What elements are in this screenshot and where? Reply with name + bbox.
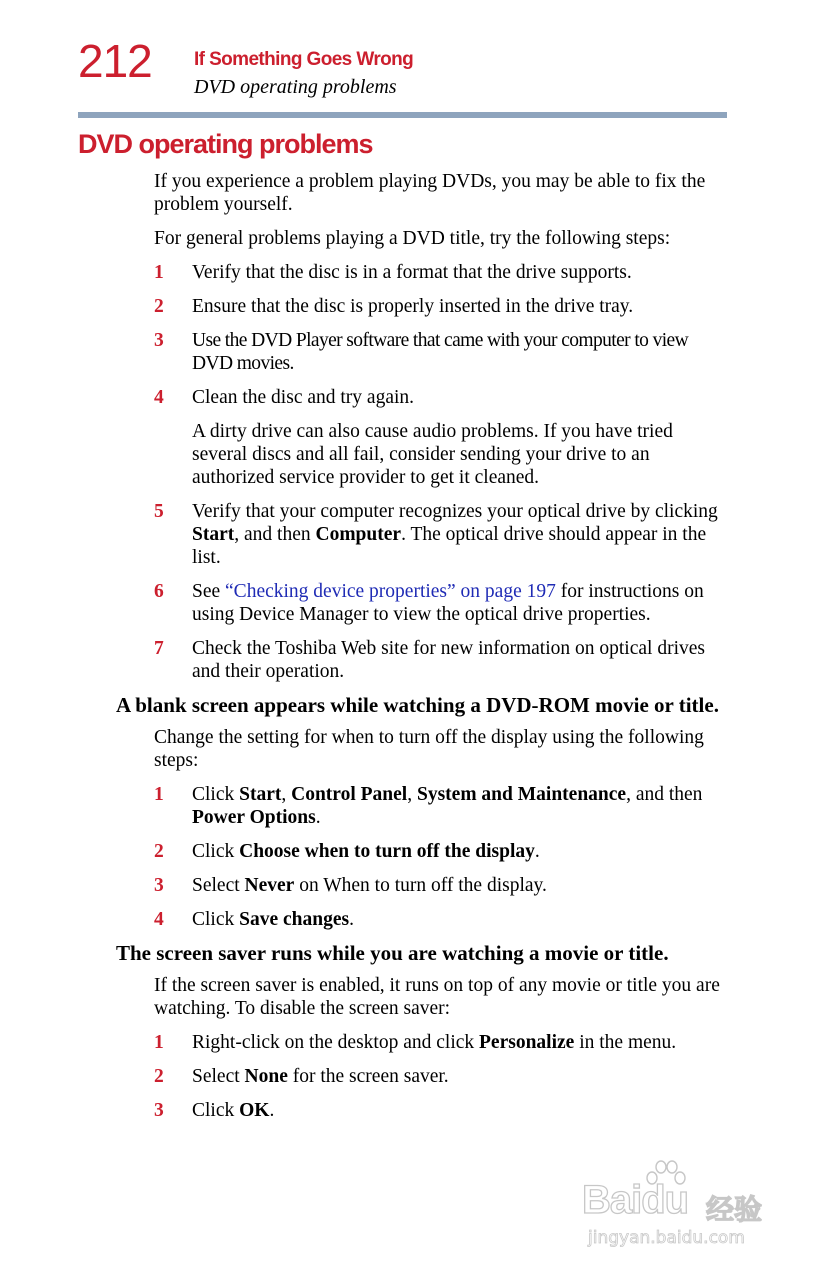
- step-number: 4: [154, 387, 164, 408]
- running-header-subsection: DVD operating problems: [194, 76, 397, 98]
- step-text: Ensure that the disc is properly inserted in the drive tray.: [192, 296, 634, 317]
- cross-reference-link[interactable]: “Checking device properties” on page 197: [225, 581, 556, 602]
- step-text: Use the DVD Player software that came with your computer to view DVD movies.: [192, 330, 689, 374]
- list-item: [154, 580, 727, 626]
- page-title: DVD operating problems: [78, 129, 373, 159]
- list-item: [154, 783, 727, 829]
- section-intro: Change the setting for when to turn off the display using the following steps:: [154, 727, 704, 771]
- step-text: Right-click on the desktop and click Personalize in the menu.: [192, 1032, 677, 1053]
- step-number: 7: [154, 638, 164, 659]
- header-rule: [78, 112, 727, 118]
- step-text: Clean the disc and try again.: [192, 387, 415, 408]
- list-item: [154, 840, 727, 863]
- step-text: Click Choose when to turn off the display.: [192, 841, 540, 862]
- step-number: 1: [154, 784, 164, 805]
- intro-paragraph: If you experience a problem playing DVDs, you may be able to fix the problem yourself.: [154, 171, 706, 215]
- step-number: 2: [154, 841, 164, 862]
- list-item: [154, 908, 727, 931]
- running-header-section: If Something Goes Wrong: [194, 49, 414, 70]
- step-number: 4: [154, 909, 164, 930]
- step-number: 5: [154, 501, 164, 522]
- step-text: Verify that your computer recognizes your optical drive by clicking Start, and then Computer. The optical drive should appear in the list.: [192, 501, 718, 568]
- step-number: 3: [154, 330, 164, 351]
- list-item: [154, 386, 727, 409]
- baidu-watermark: [582, 1160, 782, 1260]
- step-text: Click OK.: [192, 1100, 275, 1121]
- watermark-cn: 经验: [706, 1193, 763, 1226]
- step-number: 2: [154, 296, 164, 317]
- watermark-logo: Baidu: [582, 1178, 689, 1222]
- list-item: [154, 261, 727, 284]
- step-text: Select None for the screen saver.: [192, 1066, 449, 1087]
- section-intro: If the screen saver is enabled, it runs on top of any movie or title you are watching. To disable the screen saver:: [154, 975, 720, 1019]
- section-heading-screen-saver: The screen saver runs while you are watching a movie or title.: [116, 941, 669, 965]
- section-heading-blank-screen: A blank screen appears while watching a DVD-ROM movie or title.: [116, 693, 719, 717]
- step-text: Verify that the disc is in a format that the drive supports.: [192, 262, 632, 283]
- list-item: [154, 1065, 727, 1088]
- list-item: [154, 874, 727, 897]
- list-item: [154, 500, 727, 569]
- list-item: [154, 1031, 727, 1054]
- step-number: 3: [154, 1100, 164, 1121]
- step-text: See “Checking device properties” on page 197 for instructions on using Device Manager to view the optical drive properties.: [192, 581, 704, 625]
- step-text: Click Start, Control Panel, System and Maintenance, and then Power Options.: [192, 784, 703, 828]
- list-item: [154, 1099, 727, 1122]
- watermark-url: jingyan.baidu.com: [588, 1228, 745, 1248]
- steps-intro: For general problems playing a DVD title, try the following steps:: [154, 228, 671, 249]
- step-text: Click Save changes.: [192, 909, 354, 930]
- step-number: 6: [154, 581, 164, 602]
- step-number: 2: [154, 1066, 164, 1087]
- step-text: Select Never on When to turn off the display.: [192, 875, 547, 896]
- step-number: 1: [154, 262, 164, 283]
- main-content: [0, 170, 821, 1133]
- list-item: [154, 295, 727, 318]
- list-item: [154, 637, 727, 683]
- step-note: A dirty drive can also cause audio problems. If you have tried several discs and all fail, consider sending your drive to an authorized service provider to get it cleaned.: [192, 421, 673, 488]
- step-number: 1: [154, 1032, 164, 1053]
- list-item: [154, 329, 727, 375]
- page-number: 212: [78, 35, 152, 87]
- step-text: Check the Toshiba Web site for new information on optical drives and their operation.: [192, 638, 705, 682]
- step-number: 3: [154, 875, 164, 896]
